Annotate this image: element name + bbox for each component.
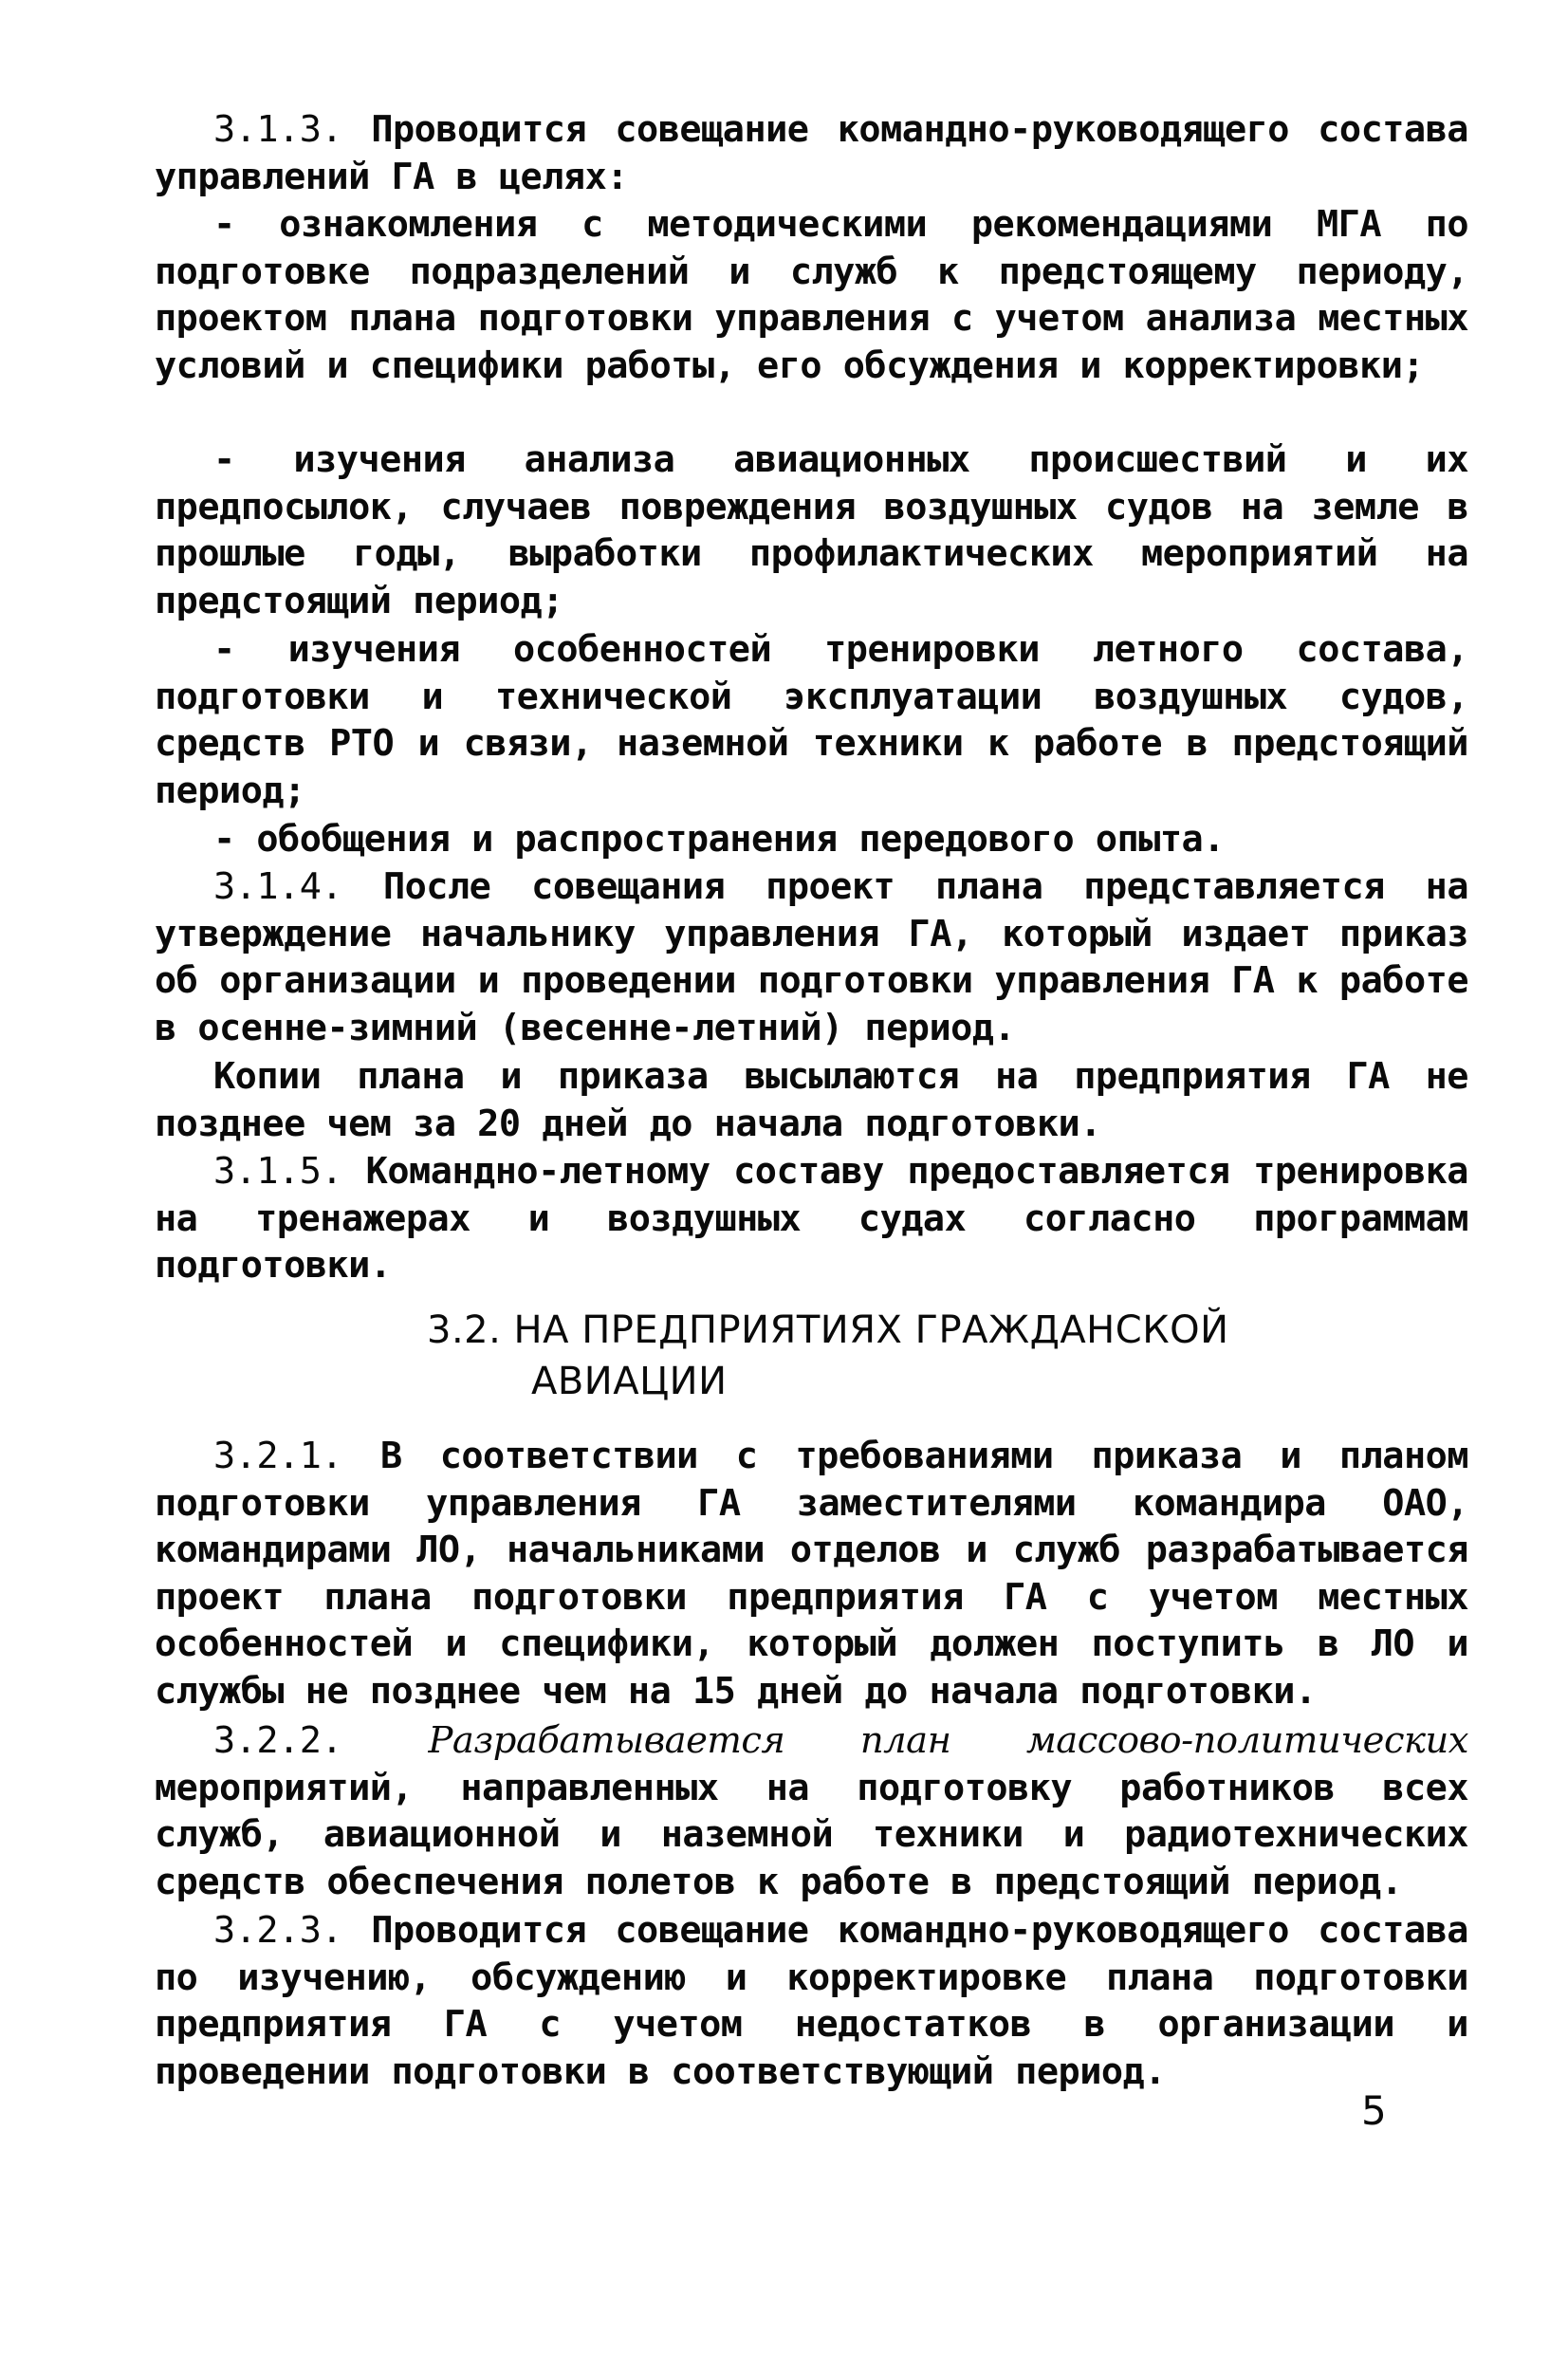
paragraph-3-1-3	[155, 106, 1468, 200]
paragraph-3-2-1	[155, 1433, 1468, 1715]
page-number: 5	[1361, 2087, 1387, 2134]
paragraph-3-2-2	[155, 1717, 1468, 1905]
paragraph-3-1-5	[155, 1148, 1468, 1289]
paragraph-text: После совещания проект плана представляется на утверждение начальнику управления ГА, который издает приказ об организации и проведении подготовки управления ГА к работе в осенне-зимний (весенне-летний) период.	[155, 865, 1469, 1049]
list-item: - изучения анализа авиационных происшествий и их предпосылок, случаев повреждения воздушных судов на земле в прошлые годы, выработки профилактических мероприятий на предстоящий период;	[155, 438, 1468, 622]
section-number: 3.2.2.	[213, 1719, 343, 1762]
paragraph-text: В соответствии с требованиями приказа и планом подготовки управления ГА заместителями командира ОАО, командирами ЛО, начальниками отделов и служб разрабатывается проект плана подготовки предприятия ГА с учетом местных особенностей и специфики, который должен поступить в ЛО и службы не позднее чем на 15 дней до начала подготовки.	[155, 1435, 1468, 1713]
paragraph-3-1-4	[155, 863, 1468, 1051]
paragraph-copies: Копии плана и приказа высылаются на предприятия ГА не позднее чем за 20 дней до начала подготовки.	[155, 1055, 1468, 1145]
section-number: 3.2.1.	[213, 1435, 343, 1477]
paragraph-text: Проводится совещание командно-руководящего состава по изучению, обсуждению и корректировке плана подготовки предприятия ГА с учетом недостатков в организации и проведении подготовки в соответствующий период.	[155, 1909, 1468, 2093]
paragraph-text: мероприятий, направленных на подготовку работников всех служб, авиационной и наземной техники и радиотехнических средств обеспечения полетов к работе в предстоящий период.	[155, 1766, 1468, 1903]
section-heading	[427, 1305, 1375, 1407]
paragraph-3-2-3	[155, 1907, 1468, 2095]
list-item: - ознакомления с методическими рекомендациями МГА по подготовке подразделений и служб к предстоящему периоду, проектом плана подготовки управления с учетом анализа местных условий и специфики работы, его обсуждения и корректировки;	[155, 203, 1468, 387]
list-item: - обобщения и распространения передового опыта.	[213, 818, 1225, 861]
italic-text: Разрабатывается план массово-политических	[428, 1719, 1469, 1762]
paragraph-text: Проводится совещание командно-руководящего состава управлений ГА в целях:	[155, 108, 1468, 198]
paragraph-text: Командно-летному составу предоставляется тренировка на тренажерах и воздушных судах согласно программам подготовки.	[155, 1150, 1468, 1288]
list-item: - изучения особенностей тренировки летного состава, подготовки и технической эксплуатации воздушных судов, средств РТО и связи, наземной техники к работе в предстоящий период;	[155, 628, 1468, 812]
section-number: 3.2.3.	[213, 1909, 343, 1952]
section-number: 3.1.5.	[213, 1150, 343, 1193]
section-number: 3.1.3.	[213, 108, 343, 151]
heading-line: 3.2. НА ПРЕДПРИЯТИЯХ ГРАЖДАНСКОЙ	[427, 1308, 1229, 1352]
section-number: 3.1.4.	[213, 865, 343, 908]
heading-line: АВИАЦИИ	[531, 1360, 728, 1403]
